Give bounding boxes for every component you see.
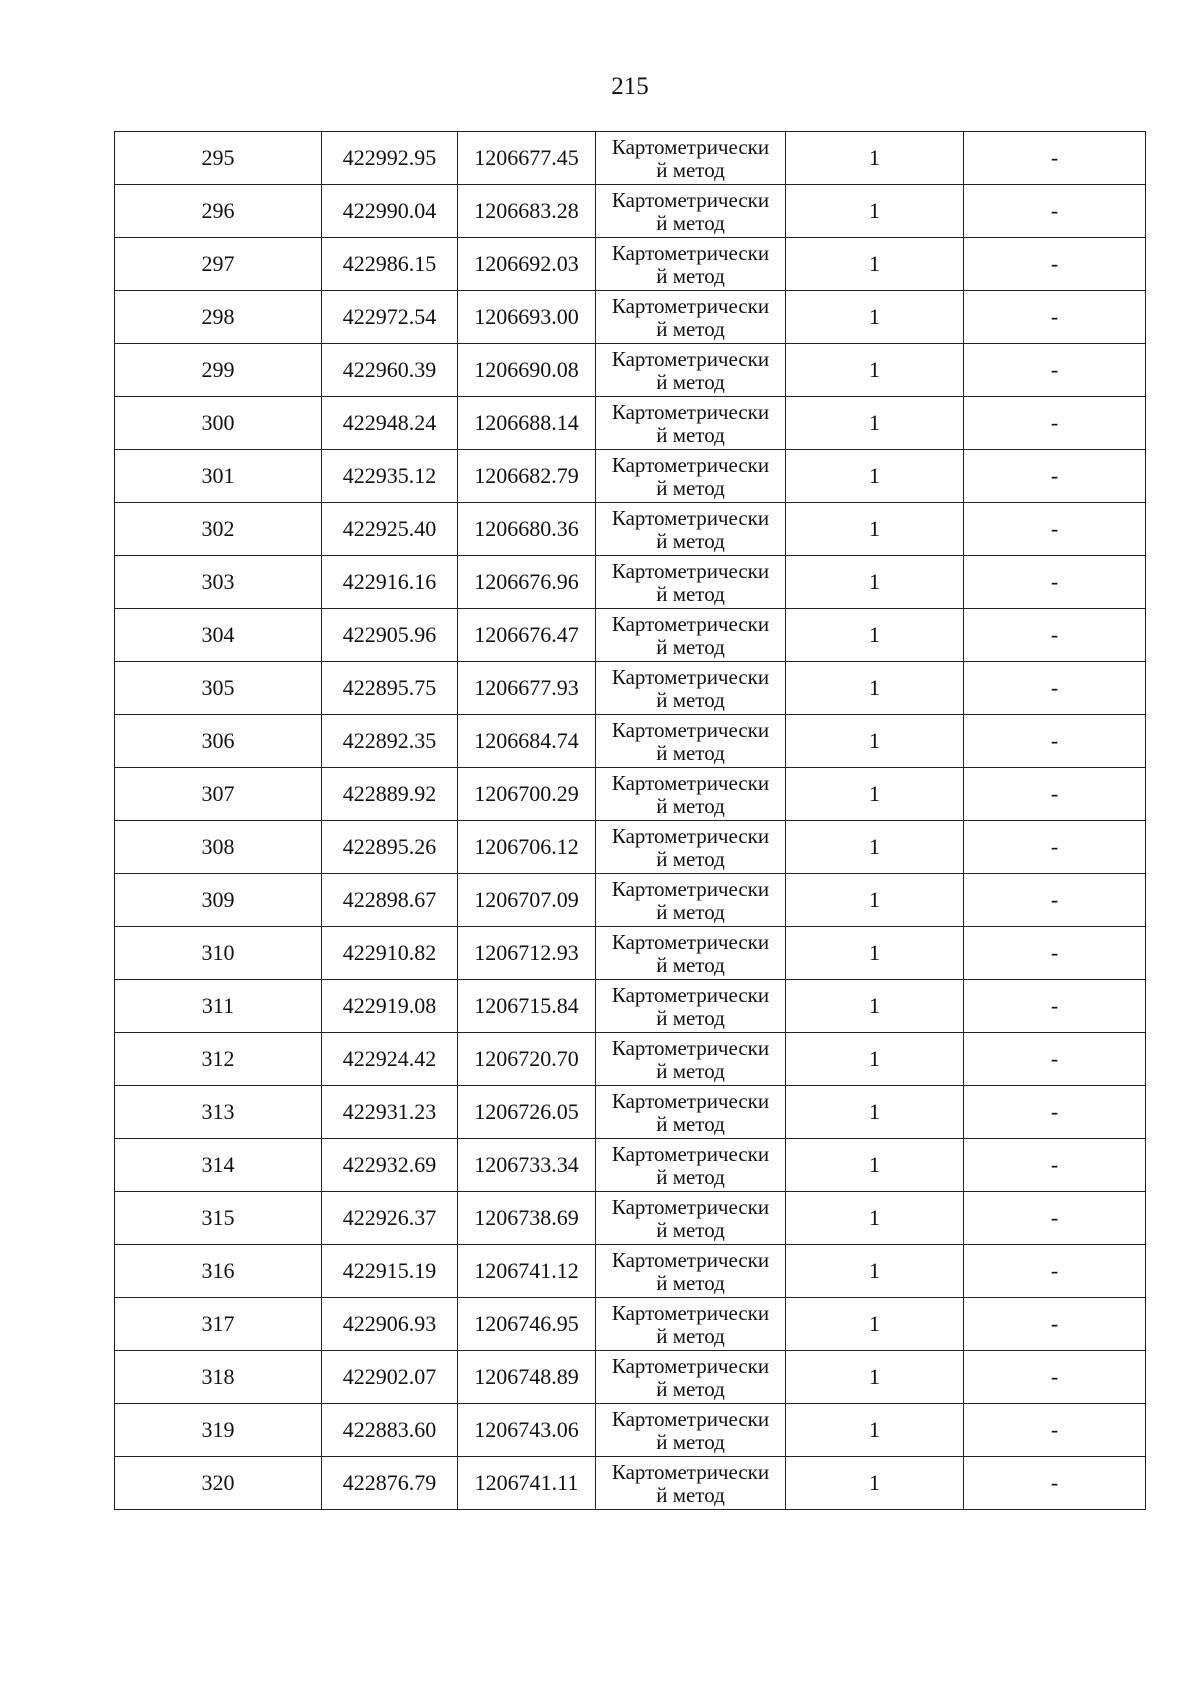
table-row: [115, 344, 1146, 397]
table-row: [115, 980, 1146, 1033]
method-text-line-2: й метод: [656, 634, 725, 659]
method-text-line-1: Картометрически: [611, 240, 770, 265]
point-number-cell: 319: [115, 1404, 322, 1457]
y-coordinate-cell: 1206676.47: [458, 609, 596, 662]
accuracy-cell: 1: [786, 503, 964, 556]
accuracy-cell: 1: [786, 662, 964, 715]
y-coordinate-cell: 1206748.89: [458, 1351, 596, 1404]
note-cell: -: [964, 609, 1146, 662]
note-cell: -: [964, 556, 1146, 609]
y-coordinate-cell: 1206715.84: [458, 980, 596, 1033]
x-coordinate-cell: 422876.79: [322, 1457, 458, 1510]
point-number-cell: 314: [115, 1139, 322, 1192]
note-cell: -: [964, 450, 1146, 503]
method-text-line-1: Картометрически: [611, 1300, 770, 1325]
x-coordinate-cell: 422992.95: [322, 132, 458, 185]
method-cell: [596, 503, 786, 556]
point-number-cell: 316: [115, 1245, 322, 1298]
x-coordinate-cell: 422905.96: [322, 609, 458, 662]
accuracy-cell: 1: [786, 980, 964, 1033]
method-text-line-1: Картометрически: [611, 770, 770, 795]
coordinates-table-body: [115, 132, 1146, 1510]
method-text-line-1: Картометрически: [611, 929, 770, 954]
point-number-cell: 297: [115, 238, 322, 291]
accuracy-cell: 1: [786, 238, 964, 291]
table-row: [115, 556, 1146, 609]
x-coordinate-cell: 422986.15: [322, 238, 458, 291]
point-number-cell: 306: [115, 715, 322, 768]
method-text-line-2: й метод: [656, 1323, 725, 1348]
y-coordinate-cell: 1206720.70: [458, 1033, 596, 1086]
table-row: [115, 768, 1146, 821]
accuracy-cell: 1: [786, 397, 964, 450]
method-text-line-1: Картометрически: [611, 717, 770, 742]
method-text-line-1: Картометрически: [611, 187, 770, 212]
note-cell: -: [964, 344, 1146, 397]
accuracy-cell: 1: [786, 821, 964, 874]
note-cell: -: [964, 1192, 1146, 1245]
method-text-line-2: й метод: [656, 846, 725, 871]
method-text-line-1: Картометрически: [611, 1141, 770, 1166]
method-cell: [596, 132, 786, 185]
table-row: [115, 291, 1146, 344]
method-cell: [596, 821, 786, 874]
note-cell: -: [964, 503, 1146, 556]
y-coordinate-cell: 1206733.34: [458, 1139, 596, 1192]
y-coordinate-cell: 1206692.03: [458, 238, 596, 291]
accuracy-cell: 1: [786, 1086, 964, 1139]
method-text-line-1: Картометрически: [611, 134, 770, 159]
note-cell: -: [964, 1033, 1146, 1086]
note-cell: -: [964, 1245, 1146, 1298]
method-cell: [596, 980, 786, 1033]
accuracy-cell: 1: [786, 609, 964, 662]
x-coordinate-cell: 422906.93: [322, 1298, 458, 1351]
accuracy-cell: 1: [786, 927, 964, 980]
note-cell: -: [964, 980, 1146, 1033]
method-text-line-1: Картометрически: [611, 452, 770, 477]
point-number-cell: 303: [115, 556, 322, 609]
method-text-line-1: Картометрически: [611, 1247, 770, 1272]
method-text-line-2: й метод: [656, 1482, 725, 1507]
point-number-cell: 313: [115, 1086, 322, 1139]
y-coordinate-cell: 1206741.12: [458, 1245, 596, 1298]
y-coordinate-cell: 1206712.93: [458, 927, 596, 980]
note-cell: -: [964, 1086, 1146, 1139]
y-coordinate-cell: 1206726.05: [458, 1086, 596, 1139]
method-text-line-1: Картометрически: [611, 982, 770, 1007]
point-number-cell: 310: [115, 927, 322, 980]
note-cell: -: [964, 1351, 1146, 1404]
method-text-line-2: й метод: [656, 1058, 725, 1083]
table-row: [115, 1086, 1146, 1139]
note-cell: -: [964, 662, 1146, 715]
point-number-cell: 308: [115, 821, 322, 874]
table-row: [115, 1192, 1146, 1245]
method-cell: [596, 609, 786, 662]
page-number: 215: [611, 73, 649, 100]
x-coordinate-cell: 422910.82: [322, 927, 458, 980]
point-number-cell: 311: [115, 980, 322, 1033]
point-number-cell: 296: [115, 185, 322, 238]
method-text-line-2: й метод: [656, 1270, 725, 1295]
table-row: [115, 1457, 1146, 1510]
table-row: [115, 821, 1146, 874]
method-text-line-2: й метод: [656, 740, 725, 765]
method-cell: [596, 397, 786, 450]
accuracy-cell: 1: [786, 1457, 964, 1510]
method-text-line-2: й метод: [656, 899, 725, 924]
method-text-line-1: Картометрически: [611, 505, 770, 530]
point-number-cell: 299: [115, 344, 322, 397]
y-coordinate-cell: 1206707.09: [458, 874, 596, 927]
method-text-line-1: Картометрически: [611, 1035, 770, 1060]
y-coordinate-cell: 1206741.11: [458, 1457, 596, 1510]
x-coordinate-cell: 422915.19: [322, 1245, 458, 1298]
y-coordinate-cell: 1206738.69: [458, 1192, 596, 1245]
accuracy-cell: 1: [786, 1298, 964, 1351]
point-number-cell: 304: [115, 609, 322, 662]
point-number-cell: 315: [115, 1192, 322, 1245]
method-cell: [596, 927, 786, 980]
y-coordinate-cell: 1206677.93: [458, 662, 596, 715]
x-coordinate-cell: 422916.16: [322, 556, 458, 609]
x-coordinate-cell: 422932.69: [322, 1139, 458, 1192]
point-number-cell: 318: [115, 1351, 322, 1404]
method-cell: [596, 344, 786, 397]
method-cell: [596, 185, 786, 238]
note-cell: -: [964, 1139, 1146, 1192]
method-cell: [596, 1086, 786, 1139]
method-text-line-1: Картометрически: [611, 823, 770, 848]
method-text-line-2: й метод: [656, 1005, 725, 1030]
table-row: [115, 185, 1146, 238]
table-row: [115, 238, 1146, 291]
note-cell: -: [964, 238, 1146, 291]
accuracy-cell: 1: [786, 132, 964, 185]
y-coordinate-cell: 1206682.79: [458, 450, 596, 503]
y-coordinate-cell: 1206746.95: [458, 1298, 596, 1351]
point-number-cell: 305: [115, 662, 322, 715]
note-cell: -: [964, 397, 1146, 450]
table-row: [115, 1033, 1146, 1086]
accuracy-cell: 1: [786, 1033, 964, 1086]
method-cell: [596, 662, 786, 715]
accuracy-cell: 1: [786, 556, 964, 609]
y-coordinate-cell: 1206690.08: [458, 344, 596, 397]
method-text-line-1: Картометрически: [611, 1088, 770, 1113]
method-cell: [596, 291, 786, 344]
note-cell: -: [964, 291, 1146, 344]
method-text-line-2: й метод: [656, 1217, 725, 1242]
method-text-line-2: й метод: [656, 581, 725, 606]
coordinates-table: [114, 131, 1146, 1510]
table-row: [115, 927, 1146, 980]
accuracy-cell: 1: [786, 450, 964, 503]
accuracy-cell: 1: [786, 1245, 964, 1298]
note-cell: -: [964, 1298, 1146, 1351]
table-row: [115, 715, 1146, 768]
method-text-line-2: й метод: [656, 422, 725, 447]
method-cell: [596, 556, 786, 609]
y-coordinate-cell: 1206693.00: [458, 291, 596, 344]
accuracy-cell: 1: [786, 291, 964, 344]
table-row: [115, 662, 1146, 715]
x-coordinate-cell: 422925.40: [322, 503, 458, 556]
table-row: [115, 397, 1146, 450]
note-cell: -: [964, 1457, 1146, 1510]
method-cell: [596, 1033, 786, 1086]
method-text-line-2: й метод: [656, 528, 725, 553]
x-coordinate-cell: 422935.12: [322, 450, 458, 503]
method-cell: [596, 450, 786, 503]
method-text-line-2: й метод: [656, 793, 725, 818]
method-text-line-2: й метод: [656, 475, 725, 500]
point-number-cell: 317: [115, 1298, 322, 1351]
method-text-line-1: Картометрически: [611, 1406, 770, 1431]
y-coordinate-cell: 1206676.96: [458, 556, 596, 609]
point-number-cell: 300: [115, 397, 322, 450]
accuracy-cell: 1: [786, 768, 964, 821]
method-text-line-1: Картометрически: [611, 611, 770, 636]
x-coordinate-cell: 422898.67: [322, 874, 458, 927]
point-number-cell: 302: [115, 503, 322, 556]
y-coordinate-cell: 1206684.74: [458, 715, 596, 768]
accuracy-cell: 1: [786, 344, 964, 397]
method-text-line-2: й метод: [656, 210, 725, 235]
x-coordinate-cell: 422990.04: [322, 185, 458, 238]
table-row: [115, 1351, 1146, 1404]
method-cell: [596, 768, 786, 821]
table-row: [115, 503, 1146, 556]
x-coordinate-cell: 422919.08: [322, 980, 458, 1033]
method-cell: [596, 1245, 786, 1298]
method-text-line-2: й метод: [656, 157, 725, 182]
method-text-line-2: й метод: [656, 1111, 725, 1136]
x-coordinate-cell: 422895.26: [322, 821, 458, 874]
method-text-line-1: Картометрически: [611, 399, 770, 424]
table-row: [115, 1404, 1146, 1457]
note-cell: -: [964, 821, 1146, 874]
accuracy-cell: 1: [786, 715, 964, 768]
note-cell: -: [964, 1404, 1146, 1457]
method-text-line-2: й метод: [656, 263, 725, 288]
method-cell: [596, 1298, 786, 1351]
method-text-line-2: й метод: [656, 1429, 725, 1454]
x-coordinate-cell: 422902.07: [322, 1351, 458, 1404]
method-text-line-1: Картометрически: [611, 1459, 770, 1484]
note-cell: -: [964, 132, 1146, 185]
method-cell: [596, 1351, 786, 1404]
y-coordinate-cell: 1206743.06: [458, 1404, 596, 1457]
point-number-cell: 309: [115, 874, 322, 927]
accuracy-cell: 1: [786, 1404, 964, 1457]
y-coordinate-cell: 1206680.36: [458, 503, 596, 556]
y-coordinate-cell: 1206683.28: [458, 185, 596, 238]
method-cell: [596, 1192, 786, 1245]
method-text-line-1: Картометрически: [611, 558, 770, 583]
x-coordinate-cell: 422892.35: [322, 715, 458, 768]
table-row: [115, 609, 1146, 662]
point-number-cell: 320: [115, 1457, 322, 1510]
note-cell: -: [964, 768, 1146, 821]
point-number-cell: 298: [115, 291, 322, 344]
note-cell: -: [964, 185, 1146, 238]
table-row: [115, 132, 1146, 185]
y-coordinate-cell: 1206677.45: [458, 132, 596, 185]
point-number-cell: 312: [115, 1033, 322, 1086]
method-cell: [596, 874, 786, 927]
accuracy-cell: 1: [786, 1351, 964, 1404]
note-cell: -: [964, 715, 1146, 768]
method-text-line-1: Картометрически: [611, 664, 770, 689]
x-coordinate-cell: 422972.54: [322, 291, 458, 344]
point-number-cell: 307: [115, 768, 322, 821]
x-coordinate-cell: 422960.39: [322, 344, 458, 397]
note-cell: -: [964, 927, 1146, 980]
method-text-line-1: Картометрически: [611, 1194, 770, 1219]
method-text-line-2: й метод: [656, 952, 725, 977]
table-row: [115, 1139, 1146, 1192]
table-row: [115, 450, 1146, 503]
method-cell: [596, 715, 786, 768]
note-cell: -: [964, 874, 1146, 927]
method-text-line-2: й метод: [656, 369, 725, 394]
y-coordinate-cell: 1206706.12: [458, 821, 596, 874]
method-text-line-1: Картометрически: [611, 293, 770, 318]
accuracy-cell: 1: [786, 874, 964, 927]
table-row: [115, 874, 1146, 927]
method-text-line-2: й метод: [656, 1164, 725, 1189]
method-text-line-1: Картометрически: [611, 876, 770, 901]
table-row: [115, 1298, 1146, 1351]
method-cell: [596, 1457, 786, 1510]
point-number-cell: 295: [115, 132, 322, 185]
accuracy-cell: 1: [786, 185, 964, 238]
method-cell: [596, 1404, 786, 1457]
method-text-line-1: Картометрически: [611, 1353, 770, 1378]
method-text-line-2: й метод: [656, 687, 725, 712]
method-text-line-2: й метод: [656, 1376, 725, 1401]
accuracy-cell: 1: [786, 1192, 964, 1245]
x-coordinate-cell: 422924.42: [322, 1033, 458, 1086]
x-coordinate-cell: 422889.92: [322, 768, 458, 821]
method-text-line-2: й метод: [656, 316, 725, 341]
method-text-line-1: Картометрически: [611, 346, 770, 371]
x-coordinate-cell: 422931.23: [322, 1086, 458, 1139]
method-cell: [596, 238, 786, 291]
method-cell: [596, 1139, 786, 1192]
x-coordinate-cell: 422883.60: [322, 1404, 458, 1457]
x-coordinate-cell: 422926.37: [322, 1192, 458, 1245]
x-coordinate-cell: 422895.75: [322, 662, 458, 715]
point-number-cell: 301: [115, 450, 322, 503]
table-row: [115, 1245, 1146, 1298]
y-coordinate-cell: 1206688.14: [458, 397, 596, 450]
y-coordinate-cell: 1206700.29: [458, 768, 596, 821]
accuracy-cell: 1: [786, 1139, 964, 1192]
x-coordinate-cell: 422948.24: [322, 397, 458, 450]
